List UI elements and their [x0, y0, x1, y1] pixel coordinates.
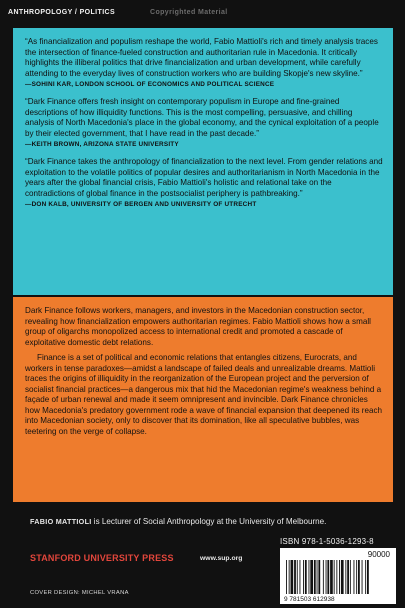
barcode-bar — [310, 560, 313, 594]
quote-text: “Dark Finance takes the anthropology of financialization to the next level. From gender relations and exploitation to the volatile politics of popular desires and authoritarianism in North Macedonia in the years after the global financial crisis, Fabio Mattioli's holistic and relational take on the contradictions of global finance in the postsocialist periphery is pathbreaking.” — [25, 156, 383, 198]
barcode-bar — [356, 560, 357, 594]
praise-quote-3 — [25, 157, 383, 211]
cover-design-credit: COVER DESIGN: MICHEL VRANA — [30, 590, 129, 596]
author-bio — [30, 517, 380, 528]
barcode-bar — [358, 560, 360, 594]
barcode-bar — [339, 560, 340, 594]
barcode-bar — [317, 560, 318, 594]
isbn-label: ISBN 978-1-5036-1293-8 — [280, 537, 374, 546]
barcode-bar — [365, 560, 366, 594]
barcode-bar — [303, 560, 304, 594]
praise-quote-1 — [25, 37, 383, 91]
barcode-bar — [314, 560, 316, 594]
description-paragraph-2: Finance is a set of political and economic relations that entangles citizens, Eurocrats, and workers in tense paradoxes—amidst a landscape of failed deals and unrealizable dreams. Mattioli traces the origins of illiquidity in the reorganization of the European project and the perversion of socialist financial practices—a dangerous mix that hid the Macedonian regime's weakness behind a façade of urban renewal and made it seem omnipresent and invincible. Dark Finance chronicles how Macedonia's predatory government rode a wave of financial expansion that deepened its reach into Macedonian society, only to discover that its domination, like all speculative bubbles, was teetering on the verge of collapse. — [25, 353, 382, 436]
description-paragraph-1: Dark Finance follows workers, managers, and investors in the Macedonian construction sector, revealing how financialization empowers authoritarian regimes. Fabio Mattioli shows how a small group of oligarchs monopolized access to international credit and promoted a cascade of exploitative domestic debt relations. — [25, 306, 371, 347]
category-label: ANTHROPOLOGY / POLITICS — [8, 9, 116, 16]
barcode-bar — [323, 560, 324, 594]
barcode-bar — [350, 560, 351, 594]
barcode-digits: 9 781503 612938 — [284, 596, 335, 603]
barcode-bar — [330, 560, 333, 594]
barcode-bar — [336, 560, 337, 594]
barcode-bar — [345, 560, 346, 594]
price-code: 90000 — [367, 550, 390, 559]
barcode-bar — [334, 560, 335, 594]
quote-attribution: —SOHINI KAR, LONDON SCHOOL OF ECONOMICS AND POLITICAL SCIENCE — [25, 81, 275, 89]
barcode-bar — [362, 560, 363, 594]
copyright-watermark: Copyrighted Material — [150, 9, 228, 16]
barcode-bar — [305, 560, 307, 594]
barcode-bar — [341, 560, 344, 594]
praise-panel — [13, 28, 393, 295]
barcode-bar — [347, 560, 349, 594]
author-name: FABIO MATTIOLI — [30, 517, 92, 526]
quote-attribution: —KEITH BROWN, ARIZONA STATE UNIVERSITY — [25, 141, 179, 149]
barcode-bar — [367, 560, 369, 594]
barcode-bar — [354, 560, 355, 594]
barcode-graphic — [280, 548, 396, 604]
top-bar — [0, 0, 405, 24]
quote-text: “As financialization and populism reshape the world, Fabio Mattioli's rich and timely analysis traces the intersection of finance-fueled construction and authoritarian rule in Macedonia. It critically highlights the illiberal politics that drive financialization and urban development, while carefully attending to the everyday lives of construction workers who are building Skopje's new skyline.” — [25, 37, 378, 78]
barcode-bar — [286, 560, 287, 594]
barcode-bar — [326, 560, 327, 594]
publisher-name: STANFORD UNIVERSITY PRESS — [30, 553, 174, 563]
praise-quote-2 — [25, 97, 383, 151]
description-panel — [13, 297, 393, 502]
author-bio-text: is Lecturer of Social Anthropology at the University of Melbourne. — [91, 517, 327, 526]
quote-attribution: —DON KALB, UNIVERSITY OF BERGEN AND UNIVERSITY OF UTRECHT — [25, 201, 257, 209]
barcode-bar — [300, 560, 301, 594]
quote-text: “Dark Finance offers fresh insight on contemporary populism in Europe and fine-grained descriptions of how illiquidity functions. This is the most compelling, persuasive, and chilling analysis of North Macedonia's place in the global economy, and the cynical exploitation of a people by their elected government, that I have read in the past decade.” — [25, 96, 379, 138]
barcode-bar — [294, 560, 296, 594]
barcode-bar — [289, 560, 290, 594]
barcode-bar — [291, 560, 294, 594]
barcode-bar — [327, 560, 329, 594]
barcode — [280, 548, 396, 604]
barcode-bar — [297, 560, 298, 594]
barcode-bar — [318, 560, 320, 594]
publisher-url[interactable]: www.sup.org — [200, 555, 243, 562]
barcode-bar — [309, 560, 310, 594]
